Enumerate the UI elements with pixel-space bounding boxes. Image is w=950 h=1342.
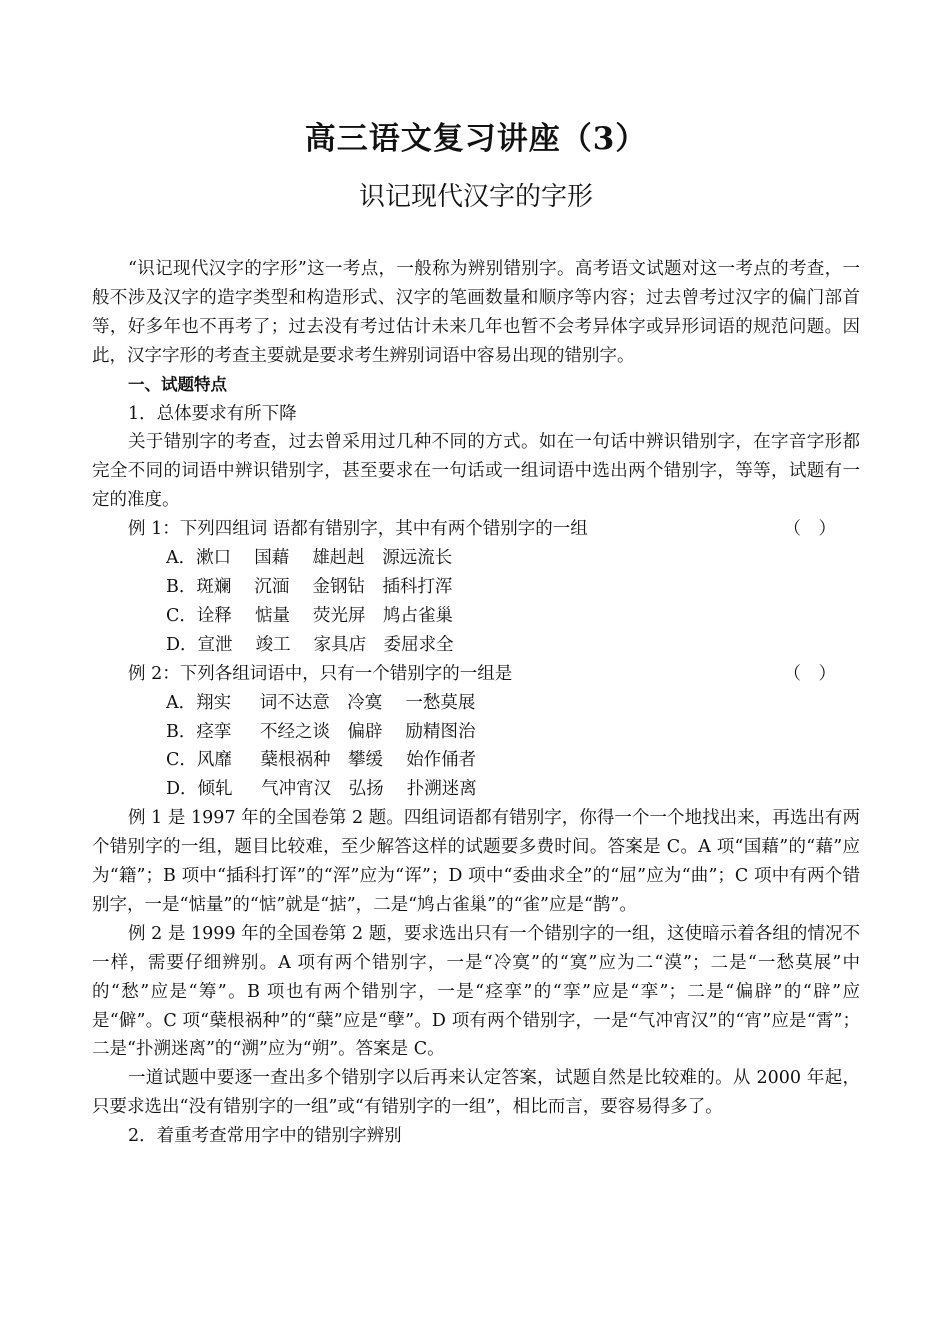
intro-paragraph: “识记现代汉字的字形”这一考点，一般称为辨别错别字。高考语文试题对这一考点的考查，一般不涉及汉字的造字类型和构造形式、汉字的笔画数量和顺序等内容；过去曾考过汉字的偏门部首等，好多年也不再考了；过去没有考过估计未来几年也暂不会考异体字或异形词语的规范问题。因此，汉字字形的考查主要就是要求考生辨别词语中容易出现的错别字。	[92, 259, 860, 366]
subsection-heading: 1．总体要求有所下降	[128, 403, 297, 424]
example-2	[92, 660, 860, 689]
option-c: C．诠释 惦量 荧光屏 鸠占雀巢	[166, 605, 454, 626]
document-body	[92, 255, 860, 1151]
example-1	[92, 515, 860, 544]
paragraph: 一道试题中要逐一查出多个错别字以后再来认定答案，试题自然是比较难的。从 2000 年起，只要求选出“没有错别字的一组”或“有错别字的一组”，相比而言，要容易得多了。	[92, 1068, 860, 1118]
answer-blank: （ ）	[783, 519, 836, 540]
paragraph: 关于错别字的考查，过去曾采用过几种不同的方式。如在一句话中辨识错别字，在字音字形都完全不同的词语中辨识错别字，甚至要求在一句话或一组词语中选出两个错别字，等等，试题有一定的准度。	[92, 432, 860, 511]
section-heading: 一、试题特点	[128, 374, 227, 394]
option-a: A．翔实 词不达意 冷寞 一愁莫展	[166, 692, 476, 713]
option-a: A．漱口 国藉 雄赳赳 源远流长	[166, 548, 453, 569]
subsection-heading: 2．着重考查常用字中的错别字辨别	[128, 1126, 402, 1147]
page-subtitle: 识记现代汉字的字形	[358, 182, 593, 212]
option-d: D．宣泄 竣工 家具店 委屈求全	[166, 634, 454, 655]
answer-blank: （ ）	[783, 663, 836, 684]
option-c: C．风靡 蘖根祸种 攀缓 始作俑者	[166, 750, 477, 771]
example-stem: 例 2：下列各组词语中，只有一个错别字的一组是	[128, 663, 513, 684]
example-stem: 例 1：下列四组词 语都有错别字，其中有两个错别字的一组	[128, 519, 588, 540]
paragraph: 例 1 是 1997 年的全国卷第 2 题。四组词语都有错别字，你得一个一个地找出来，再选出有两个错别字的一组，题目比较难，至少解答这样的试题要多费时间。答案是 C。A 项“国藉”的“藉”应为“籍”；B 项中“插科打诨”的“浑”应为“诨”；D 项中“委曲求全”的“屈”应为“曲”；C 项中有两个错别字，一是“惦量”的“惦”就是“掂”，二是“鸠占雀巢”的“雀”应是“鹊”。	[92, 808, 860, 915]
option-b: B．斑斓 沉湎 金钢钻 插科打浑	[166, 576, 453, 597]
paragraph: 例 2 是 1999 年的全国卷第 2 题，要求选出只有一个错别字的一组，这使暗示着各组的情况不一样，需要仔细辨别。A 项有两个错别字，一是“冷寞”的“寞”应为二“漠”；二是“一愁莫展”中的“愁”应是“筹”。B 项也有两个错别字，一是“痉挛”的“挛”应是“挛”；二是“偏辟”的“辟”应是“僻”。C 项“蘖根祸种”的“蘖”应是“孽”。D 项有两个错别字，一是“气冲宵汉”的“宵”应是“霄”；二是“扑溯迷离”的“溯”应为“朔”。答案是 C。	[92, 923, 860, 1060]
option-d: D．倾轧 气冲宵汉 弘扬 扑溯迷离	[166, 779, 477, 800]
page-title: 高三语文复习讲座（3）	[304, 121, 648, 157]
option-b: B．痉挛 不经之谈 偏辟 励精图治	[166, 721, 476, 742]
